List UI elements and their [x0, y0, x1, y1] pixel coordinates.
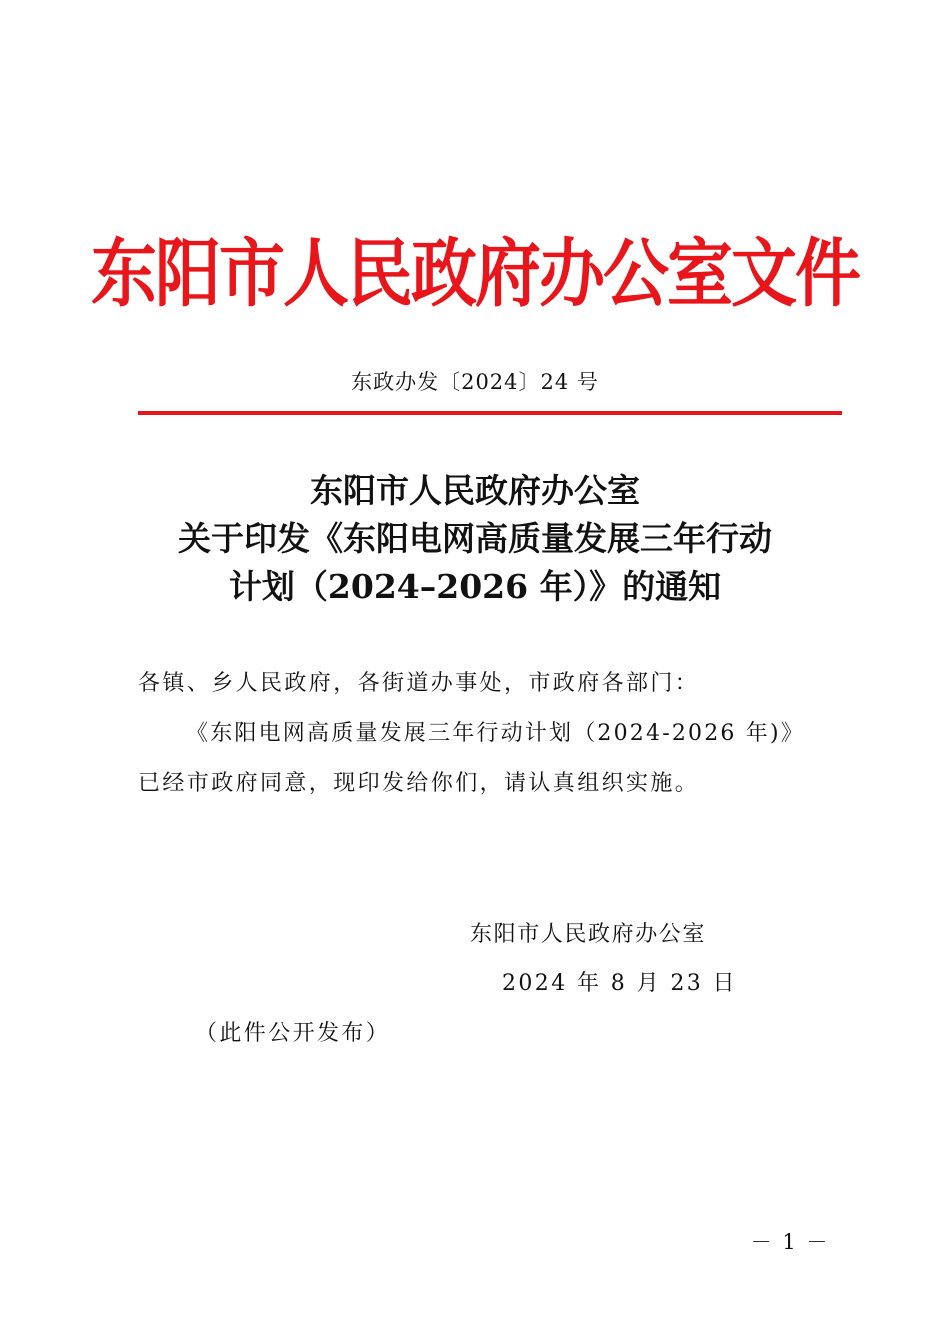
document-masthead: 东阳市人民政府办公室文件	[91, 229, 859, 317]
salutation: 各镇、乡人民政府，各街道办事处，市政府各部门：	[138, 671, 700, 696]
red-divider-rule	[138, 411, 842, 415]
document-title-line-3: 计划（2024–2026 年）》的通知	[228, 567, 722, 606]
body-paragraph-line-2: 已经市政府同意，现印发给你们，请认真组织实施。	[138, 771, 700, 796]
document-number: 东政办发〔2024〕24 号	[351, 370, 599, 394]
issuer-signature: 东阳市人民政府办公室	[470, 922, 707, 947]
page-number: － 1 －	[750, 1230, 830, 1254]
issue-date: 2024 年 8 月 23 日	[502, 971, 737, 996]
document-title-line-1: 东阳市人民政府办公室	[310, 471, 640, 510]
document-title-line-2: 关于印发《东阳电网高质量发展三年行动	[178, 519, 772, 558]
public-release-note: （此件公开发布）	[195, 1021, 391, 1046]
body-paragraph-line-1: 《东阳电网高质量发展三年行动计划（2024-2026 年)》	[186, 721, 805, 746]
